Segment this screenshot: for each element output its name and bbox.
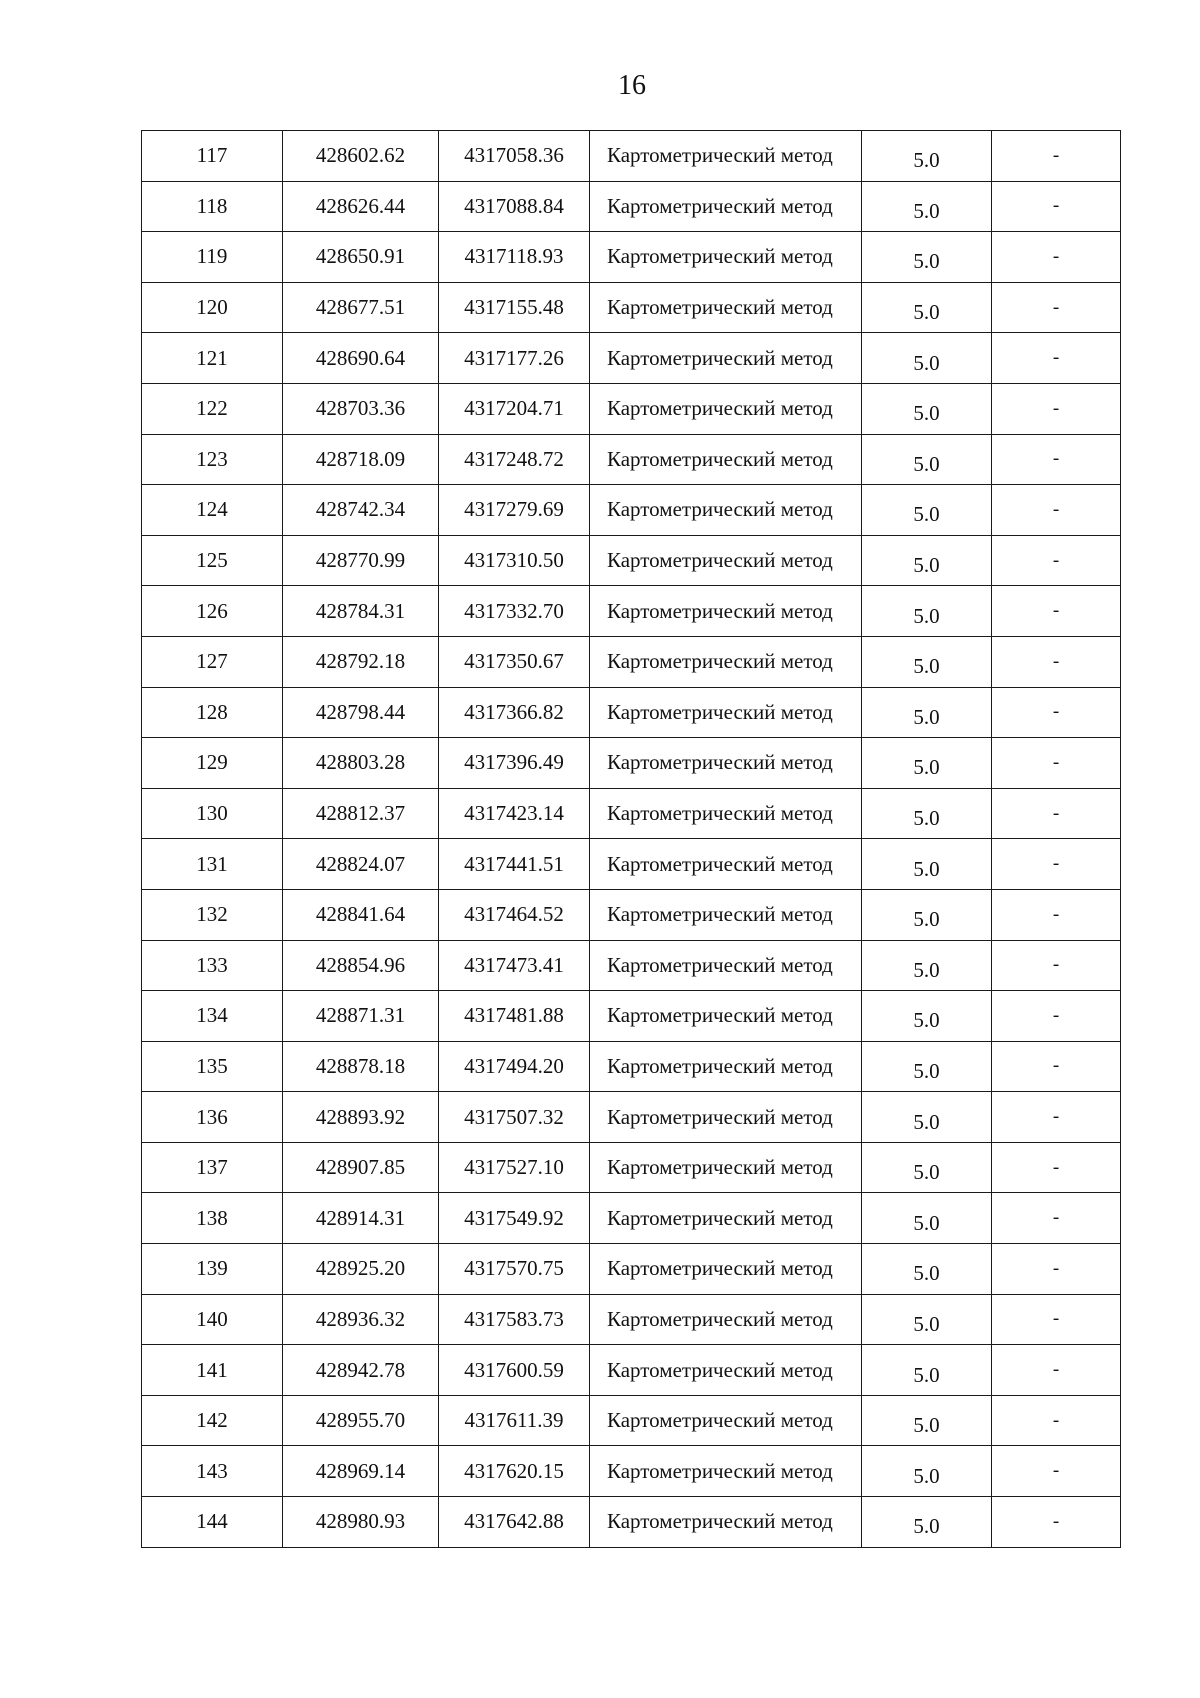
y-coordinate-cell: 4317481.88 [439,991,590,1042]
accuracy-cell [862,282,992,333]
x-coordinate-cell: 428677.51 [283,282,439,333]
accuracy-cell [862,586,992,637]
note-cell: - [992,1142,1121,1193]
point-number-cell: 130 [142,788,283,839]
x-coordinate-cell: 428602.62 [283,131,439,182]
y-coordinate-cell: 4317118.93 [439,232,590,283]
accuracy-cell [862,1497,992,1548]
point-number-cell: 125 [142,535,283,586]
method-cell: Картометрический метод [590,1092,862,1143]
accuracy-value: 5.0 [913,907,940,932]
accuracy-value: 5.0 [913,654,940,679]
accuracy-value: 5.0 [913,1514,940,1539]
table-body [142,131,1121,1548]
table-row [142,535,1121,586]
y-coordinate-cell: 4317549.92 [439,1193,590,1244]
y-coordinate-cell: 4317494.20 [439,1041,590,1092]
accuracy-value: 5.0 [913,502,940,527]
method-cell: Картометрический метод [590,738,862,789]
table-row [142,636,1121,687]
point-number-cell: 124 [142,485,283,536]
point-number-cell: 136 [142,1092,283,1143]
method-cell: Картометрический метод [590,1294,862,1345]
table-row [142,282,1121,333]
note-cell: - [992,383,1121,434]
method-cell: Картометрический метод [590,131,862,182]
note-cell: - [992,434,1121,485]
accuracy-cell [862,1142,992,1193]
x-coordinate-cell: 428907.85 [283,1142,439,1193]
x-coordinate-cell: 428650.91 [283,232,439,283]
note-cell: - [992,586,1121,637]
x-coordinate-cell: 428784.31 [283,586,439,637]
x-coordinate-cell: 428925.20 [283,1244,439,1295]
note-cell: - [992,1446,1121,1497]
note-cell: - [992,788,1121,839]
point-number-cell: 119 [142,232,283,283]
accuracy-value: 5.0 [913,451,940,476]
accuracy-value: 5.0 [913,856,940,881]
point-number-cell: 144 [142,1497,283,1548]
accuracy-cell [862,1092,992,1143]
x-coordinate-cell: 428893.92 [283,1092,439,1143]
note-cell: - [992,839,1121,890]
accuracy-value: 5.0 [913,249,940,274]
table-row [142,1294,1121,1345]
y-coordinate-cell: 4317366.82 [439,687,590,738]
y-coordinate-cell: 4317248.72 [439,434,590,485]
table-row [142,485,1121,536]
table-row [142,991,1121,1042]
method-cell: Картометрический метод [590,434,862,485]
y-coordinate-cell: 4317310.50 [439,535,590,586]
method-cell: Картометрический метод [590,1446,862,1497]
point-number-cell: 126 [142,586,283,637]
page-number: 16 [618,70,646,101]
table-row [142,1193,1121,1244]
point-number-cell: 139 [142,1244,283,1295]
method-cell: Картометрический метод [590,333,862,384]
accuracy-cell [862,1041,992,1092]
point-number-cell: 132 [142,889,283,940]
accuracy-cell [862,232,992,283]
accuracy-cell [862,1193,992,1244]
y-coordinate-cell: 4317058.36 [439,131,590,182]
note-cell: - [992,485,1121,536]
point-number-cell: 138 [142,1193,283,1244]
table-row [142,738,1121,789]
accuracy-value: 5.0 [913,553,940,578]
point-number-cell: 118 [142,181,283,232]
accuracy-cell [862,889,992,940]
method-cell: Картометрический метод [590,181,862,232]
x-coordinate-cell: 428770.99 [283,535,439,586]
method-cell: Картометрический метод [590,1193,862,1244]
y-coordinate-cell: 4317332.70 [439,586,590,637]
accuracy-value: 5.0 [913,957,940,982]
y-coordinate-cell: 4317473.41 [439,940,590,991]
x-coordinate-cell: 428718.09 [283,434,439,485]
y-coordinate-cell: 4317396.49 [439,738,590,789]
accuracy-cell [862,333,992,384]
accuracy-value: 5.0 [913,1413,940,1438]
point-number-cell: 123 [142,434,283,485]
method-cell: Картометрический метод [590,1244,862,1295]
note-cell: - [992,1041,1121,1092]
y-coordinate-cell: 4317642.88 [439,1497,590,1548]
x-coordinate-cell: 428878.18 [283,1041,439,1092]
table-row [142,889,1121,940]
y-coordinate-cell: 4317155.48 [439,282,590,333]
table-row [142,333,1121,384]
accuracy-cell [862,1446,992,1497]
table-row [142,1497,1121,1548]
method-cell: Картометрический метод [590,839,862,890]
table-row [142,839,1121,890]
table-row [142,687,1121,738]
accuracy-cell [862,131,992,182]
accuracy-value: 5.0 [913,1210,940,1235]
accuracy-cell [862,788,992,839]
y-coordinate-cell: 4317464.52 [439,889,590,940]
table-row [142,383,1121,434]
note-cell: - [992,1244,1121,1295]
table-row [142,1345,1121,1396]
x-coordinate-cell: 428803.28 [283,738,439,789]
table-row [142,1041,1121,1092]
accuracy-value: 5.0 [913,1311,940,1336]
method-cell: Картометрический метод [590,636,862,687]
note-cell: - [992,636,1121,687]
note-cell: - [992,1092,1121,1143]
note-cell: - [992,333,1121,384]
note-cell: - [992,991,1121,1042]
y-coordinate-cell: 4317507.32 [439,1092,590,1143]
point-number-cell: 131 [142,839,283,890]
note-cell: - [992,131,1121,182]
x-coordinate-cell: 428690.64 [283,333,439,384]
note-cell: - [992,232,1121,283]
accuracy-cell [862,1244,992,1295]
y-coordinate-cell: 4317570.75 [439,1244,590,1295]
point-number-cell: 135 [142,1041,283,1092]
table-row [142,1244,1121,1295]
note-cell: - [992,282,1121,333]
method-cell: Картометрический метод [590,485,862,536]
point-number-cell: 137 [142,1142,283,1193]
accuracy-value: 5.0 [913,704,940,729]
accuracy-cell [862,636,992,687]
accuracy-cell [862,1294,992,1345]
note-cell: - [992,1193,1121,1244]
note-cell: - [992,535,1121,586]
point-number-cell: 134 [142,991,283,1042]
accuracy-cell [862,181,992,232]
note-cell: - [992,1294,1121,1345]
accuracy-cell [862,535,992,586]
method-cell: Картометрический метод [590,1142,862,1193]
point-number-cell: 121 [142,333,283,384]
point-number-cell: 120 [142,282,283,333]
table-row [142,434,1121,485]
note-cell: - [992,889,1121,940]
point-number-cell: 127 [142,636,283,687]
point-number-cell: 140 [142,1294,283,1345]
accuracy-cell [862,383,992,434]
accuracy-value: 5.0 [913,300,940,325]
accuracy-value: 5.0 [913,603,940,628]
accuracy-value: 5.0 [913,1463,940,1488]
accuracy-cell [862,485,992,536]
x-coordinate-cell: 428798.44 [283,687,439,738]
accuracy-value: 5.0 [913,1109,940,1134]
note-cell: - [992,1497,1121,1548]
y-coordinate-cell: 4317177.26 [439,333,590,384]
point-number-cell: 129 [142,738,283,789]
accuracy-cell [862,738,992,789]
y-coordinate-cell: 4317279.69 [439,485,590,536]
x-coordinate-cell: 428812.37 [283,788,439,839]
x-coordinate-cell: 428969.14 [283,1446,439,1497]
x-coordinate-cell: 428841.64 [283,889,439,940]
note-cell: - [992,738,1121,789]
table-row [142,1446,1121,1497]
point-number-cell: 128 [142,687,283,738]
accuracy-cell [862,687,992,738]
accuracy-value: 5.0 [913,198,940,223]
table-row [142,1395,1121,1446]
table-row [142,232,1121,283]
method-cell: Картометрический метод [590,383,862,434]
table-row [142,788,1121,839]
accuracy-value: 5.0 [913,1160,940,1185]
method-cell: Картометрический метод [590,991,862,1042]
method-cell: Картометрический метод [590,535,862,586]
x-coordinate-cell: 428626.44 [283,181,439,232]
table-row [142,940,1121,991]
table-row [142,1142,1121,1193]
y-coordinate-cell: 4317350.67 [439,636,590,687]
note-cell: - [992,181,1121,232]
accuracy-cell [862,991,992,1042]
accuracy-value: 5.0 [913,1261,940,1286]
table-row [142,131,1121,182]
point-number-cell: 133 [142,940,283,991]
y-coordinate-cell: 4317611.39 [439,1395,590,1446]
method-cell: Картометрический метод [590,687,862,738]
x-coordinate-cell: 428955.70 [283,1395,439,1446]
x-coordinate-cell: 428792.18 [283,636,439,687]
method-cell: Картометрический метод [590,788,862,839]
coordinates-table [141,130,1121,1548]
y-coordinate-cell: 4317600.59 [439,1345,590,1396]
x-coordinate-cell: 428871.31 [283,991,439,1042]
x-coordinate-cell: 428942.78 [283,1345,439,1396]
accuracy-cell [862,434,992,485]
method-cell: Картометрический метод [590,586,862,637]
x-coordinate-cell: 428854.96 [283,940,439,991]
method-cell: Картометрический метод [590,1041,862,1092]
point-number-cell: 122 [142,383,283,434]
accuracy-value: 5.0 [913,148,940,173]
method-cell: Картометрический метод [590,1345,862,1396]
method-cell: Картометрический метод [590,282,862,333]
y-coordinate-cell: 4317204.71 [439,383,590,434]
accuracy-value: 5.0 [913,806,940,831]
x-coordinate-cell: 428980.93 [283,1497,439,1548]
x-coordinate-cell: 428936.32 [283,1294,439,1345]
note-cell: - [992,940,1121,991]
note-cell: - [992,1345,1121,1396]
y-coordinate-cell: 4317583.73 [439,1294,590,1345]
accuracy-cell [862,839,992,890]
accuracy-value: 5.0 [913,1362,940,1387]
accuracy-value: 5.0 [913,401,940,426]
accuracy-cell [862,1395,992,1446]
note-cell: - [992,1395,1121,1446]
table-row [142,1092,1121,1143]
table-row [142,181,1121,232]
accuracy-value: 5.0 [913,350,940,375]
method-cell: Картометрический метод [590,232,862,283]
accuracy-value: 5.0 [913,1008,940,1033]
method-cell: Картометрический метод [590,889,862,940]
y-coordinate-cell: 4317620.15 [439,1446,590,1497]
x-coordinate-cell: 428742.34 [283,485,439,536]
method-cell: Картометрический метод [590,1395,862,1446]
y-coordinate-cell: 4317441.51 [439,839,590,890]
point-number-cell: 142 [142,1395,283,1446]
accuracy-cell [862,940,992,991]
y-coordinate-cell: 4317423.14 [439,788,590,839]
point-number-cell: 117 [142,131,283,182]
point-number-cell: 143 [142,1446,283,1497]
x-coordinate-cell: 428914.31 [283,1193,439,1244]
y-coordinate-cell: 4317527.10 [439,1142,590,1193]
accuracy-cell [862,1345,992,1396]
note-cell: - [992,687,1121,738]
accuracy-value: 5.0 [913,1058,940,1083]
y-coordinate-cell: 4317088.84 [439,181,590,232]
x-coordinate-cell: 428703.36 [283,383,439,434]
point-number-cell: 141 [142,1345,283,1396]
method-cell: Картометрический метод [590,940,862,991]
x-coordinate-cell: 428824.07 [283,839,439,890]
method-cell: Картометрический метод [590,1497,862,1548]
table-row [142,586,1121,637]
accuracy-value: 5.0 [913,755,940,780]
